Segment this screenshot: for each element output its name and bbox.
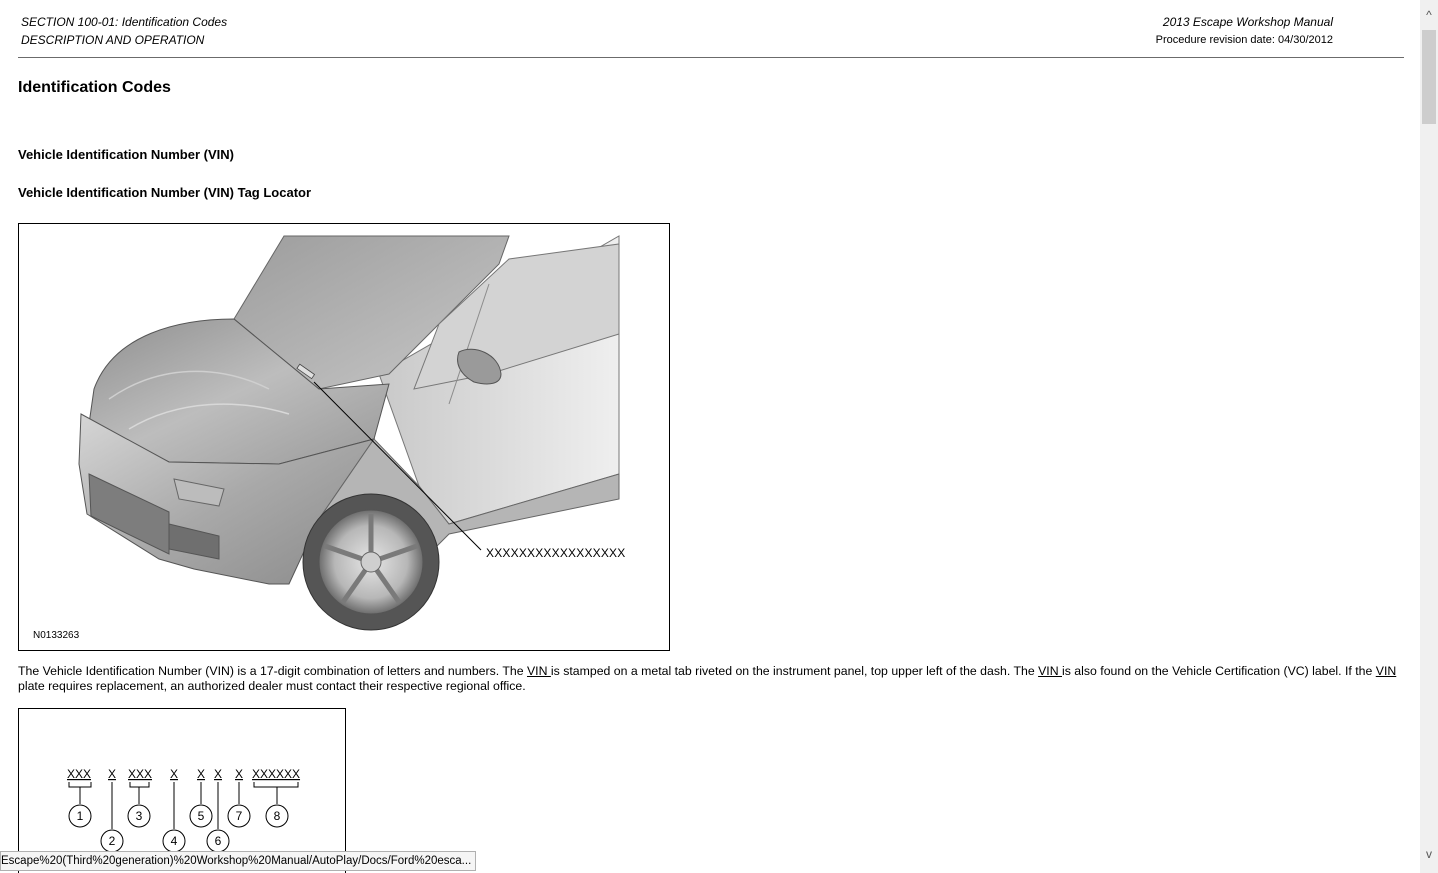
status-bar-url: Escape%20(Third%20generation)%20Workshop%20Manual/AutoPlay/Docs/Ford%20esca... — [0, 851, 476, 871]
section-heading-vin: Vehicle Identification Number (VIN) — [18, 147, 234, 162]
callout-4: 4 — [170, 834, 178, 848]
callout-7: 7 — [235, 809, 243, 823]
vin-code-6: X — [214, 767, 223, 781]
vin-code-7: X — [235, 767, 244, 781]
vin-code-5: X — [197, 767, 206, 781]
section-title: SECTION 100-01: Identification Codes — [21, 15, 228, 29]
callout-1: 1 — [76, 809, 84, 823]
figure-id: N0133263 — [33, 630, 80, 641]
callout-8: 8 — [273, 809, 281, 823]
scroll-down-arrow-icon[interactable]: v — [1426, 847, 1432, 861]
para-text-4: plate requires replacement, an authorized dealer must contact their respective regional office. — [18, 679, 526, 693]
vehicle-illustration — [19, 224, 669, 650]
manual-title: 2013 Escape Workshop Manual — [1162, 15, 1333, 29]
vertical-scrollbar[interactable] — [1420, 0, 1438, 873]
para-text-3: is also found on the Vehicle Certification (VC) label. If the — [1062, 664, 1376, 678]
subsection-title: DESCRIPTION AND OPERATION — [21, 33, 205, 47]
header-divider — [18, 57, 1404, 58]
header-right — [1156, 13, 1333, 49]
section-heading-vin-locator: Vehicle Identification Number (VIN) Tag Locator — [18, 185, 312, 200]
scroll-up-arrow-icon[interactable]: ^ — [1426, 8, 1432, 22]
revision-date: Procedure revision date: 04/30/2012 — [1155, 34, 1333, 46]
vin-tag-locator-figure — [18, 223, 670, 651]
vin-code-4: X — [170, 767, 179, 781]
vin-code-1: XXX — [67, 767, 92, 781]
callout-5: 5 — [197, 809, 205, 823]
vin-description-paragraph — [18, 664, 1404, 694]
vin-code-8: XXXXXX — [252, 767, 301, 781]
vin-format-diagram — [19, 709, 345, 873]
para-text-2: is stamped on a metal tab riveted on the instrument panel, top upper left of the dash. The — [550, 664, 1039, 678]
header-left — [21, 13, 227, 49]
vin-link-2[interactable]: VIN — [1038, 664, 1062, 678]
vin-format-figure — [18, 708, 346, 873]
vin-link-3[interactable]: VIN — [1375, 664, 1397, 678]
vin-callout-label: XXXXXXXXXXXXXXXXX — [486, 546, 626, 560]
para-text-1: The Vehicle Identification Number (VIN) is a 17-digit combination of letters and numbers. The — [18, 664, 527, 678]
vin-link-1[interactable]: VIN — [526, 664, 551, 678]
vin-code-2: X — [108, 767, 117, 781]
callout-2: 2 — [108, 834, 116, 848]
callout-6: 6 — [214, 834, 222, 848]
vin-code-3: XXX — [128, 767, 153, 781]
callout-3: 3 — [135, 809, 143, 823]
scrollbar-thumb[interactable] — [1422, 30, 1436, 124]
page-title: Identification Codes — [18, 79, 171, 96]
